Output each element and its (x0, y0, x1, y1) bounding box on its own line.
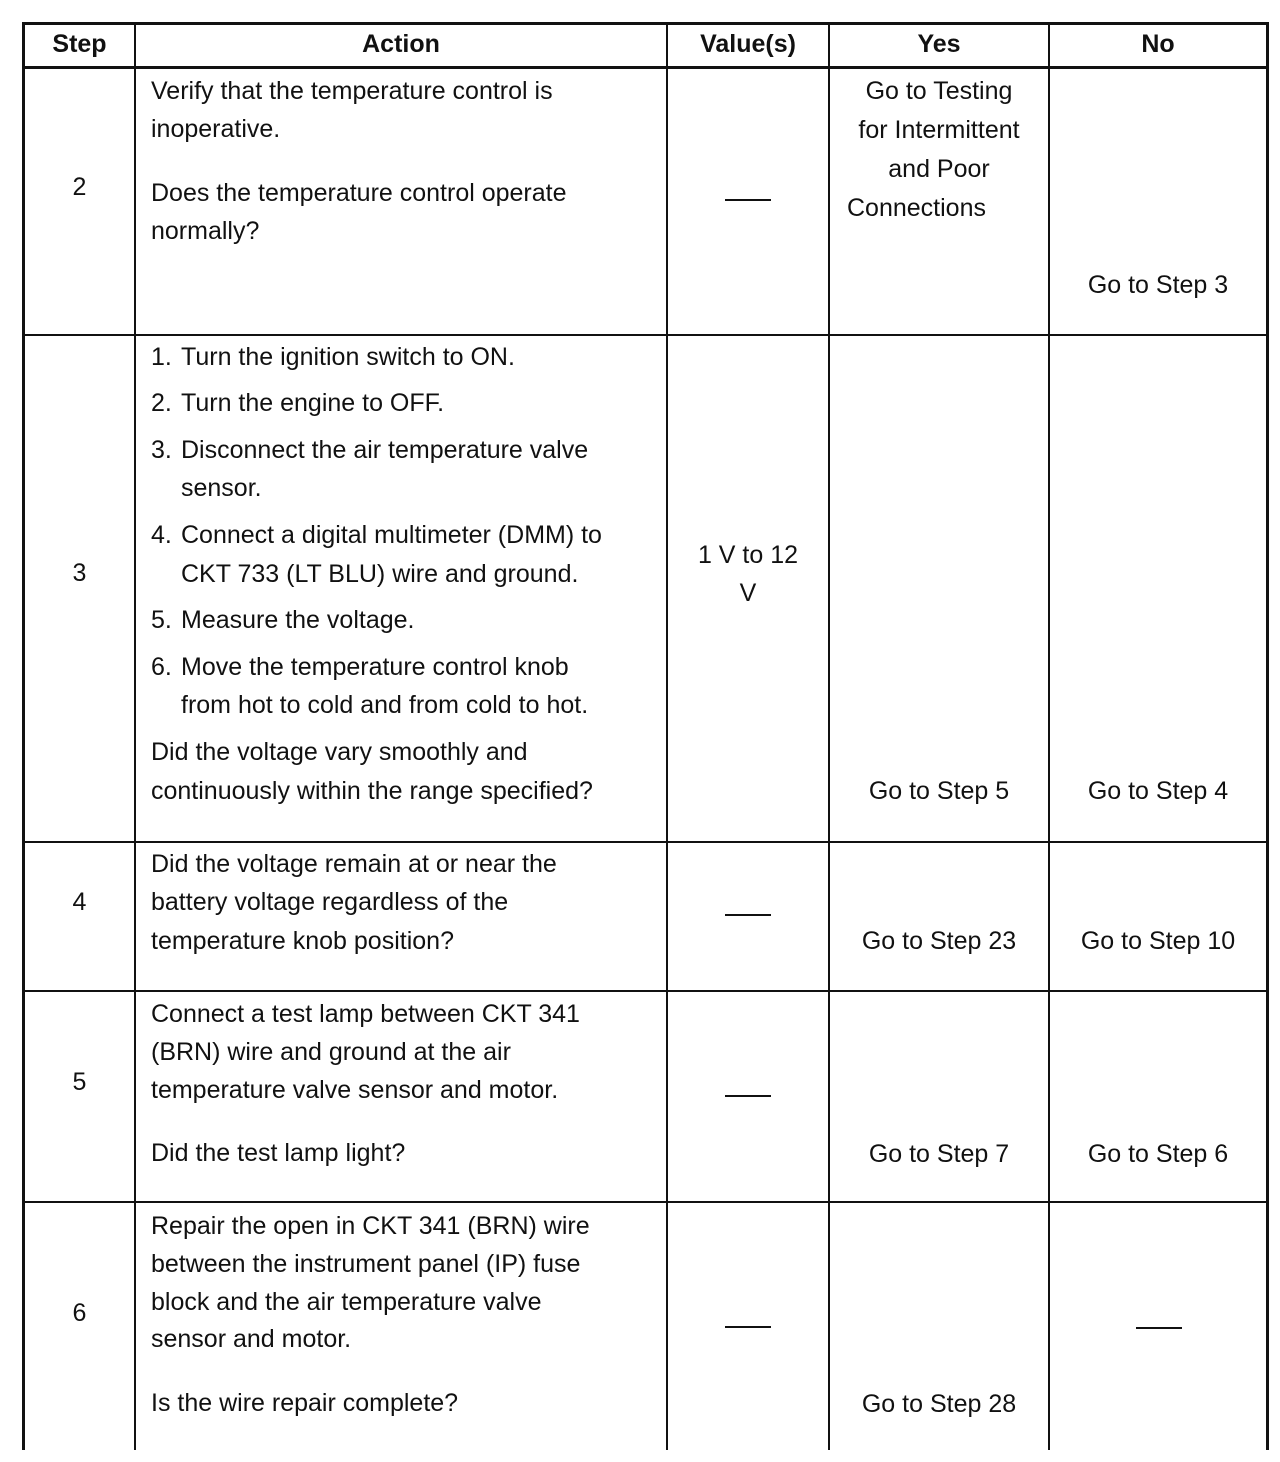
header-values: Value(s) (700, 30, 796, 58)
row-divider (22, 1201, 1268, 1203)
header-step: Step (52, 30, 107, 58)
list-item-text: from hot to cold and from cold to hot. (181, 691, 589, 719)
yes-result: Go to Testing (865, 77, 1013, 105)
list-item-text: Move the temperature control knob (181, 653, 569, 681)
action-text: battery voltage regardless of the (151, 888, 509, 916)
yes-result: and Poor (888, 155, 990, 183)
action-text: temperature valve sensor and motor. (151, 1076, 559, 1104)
header-action: Action (362, 30, 440, 58)
value-range: V (739, 579, 757, 607)
yes-result: for Intermittent (858, 116, 1020, 144)
yes-result: Go to Step 7 (868, 1140, 1010, 1168)
empty-no-dash (1136, 1327, 1182, 1329)
row-divider (22, 334, 1268, 336)
action-text: sensor and motor. (151, 1325, 352, 1353)
header-no: No (1141, 30, 1175, 58)
list-number: 3. (151, 436, 172, 464)
list-item-text: Connect a digital multimeter (DMM) to (181, 521, 602, 549)
yes-result: Connections (847, 194, 986, 222)
column-border-left (22, 22, 25, 1450)
value-range: 1 V to 12 (697, 541, 799, 569)
list-item-text: CKT 733 (LT BLU) wire and ground. (181, 560, 579, 588)
list-item-text: Turn the ignition switch to ON. (181, 343, 515, 371)
step-number: 3 (72, 559, 87, 587)
action-text: Repair the open in CKT 341 (BRN) wire (151, 1212, 590, 1240)
row-divider (22, 841, 1268, 843)
action-question: Did the voltage vary smoothly and (151, 738, 528, 766)
action-question: Does the temperature control operate (151, 179, 567, 207)
header-yes: Yes (917, 30, 961, 58)
column-divider (828, 22, 830, 1450)
action-question: continuously within the range specified? (151, 777, 593, 805)
step-number: 4 (72, 888, 87, 916)
empty-value-dash (725, 199, 771, 201)
empty-value-dash (725, 914, 771, 916)
yes-result: Go to Step 28 (861, 1390, 1017, 1418)
action-question: normally? (151, 217, 260, 245)
column-divider (666, 22, 668, 1450)
list-number: 4. (151, 521, 172, 549)
column-border-right (1266, 22, 1269, 1450)
action-text: Did the voltage remain at or near the (151, 850, 557, 878)
header-divider (22, 66, 1268, 69)
list-item-text: Measure the voltage. (181, 606, 415, 634)
step-number: 5 (72, 1068, 87, 1096)
empty-value-dash (725, 1326, 771, 1328)
action-text: block and the air temperature valve (151, 1288, 542, 1316)
row-divider (22, 990, 1268, 992)
yes-result: Go to Step 5 (868, 777, 1010, 805)
list-item-text: Disconnect the air temperature valve (181, 436, 589, 464)
action-question: Is the wire repair complete? (151, 1389, 459, 1417)
no-result: Go to Step 3 (1087, 271, 1229, 299)
empty-value-dash (725, 1095, 771, 1097)
yes-result: Go to Step 23 (861, 927, 1017, 955)
list-number: 2. (151, 389, 172, 417)
action-text: between the instrument panel (IP) fuse (151, 1250, 581, 1278)
column-divider (1048, 22, 1050, 1450)
list-number: 6. (151, 653, 172, 681)
list-item-text: sensor. (181, 474, 262, 502)
action-question: Did the test lamp light? (151, 1139, 406, 1167)
step-number: 2 (72, 173, 87, 201)
action-text: Verify that the temperature control is (151, 77, 553, 105)
no-result: Go to Step 10 (1080, 927, 1236, 955)
list-item-text: Turn the engine to OFF. (181, 389, 445, 417)
list-number: 1. (151, 343, 172, 371)
step-number: 6 (72, 1299, 87, 1327)
action-text: temperature knob position? (151, 927, 454, 955)
list-number: 5. (151, 606, 172, 634)
action-text: Connect a test lamp between CKT 341 (151, 1000, 580, 1028)
column-divider (134, 22, 136, 1450)
action-text: inoperative. (151, 115, 281, 143)
no-result: Go to Step 6 (1087, 1140, 1229, 1168)
action-text: (BRN) wire and ground at the air (151, 1038, 511, 1066)
no-result: Go to Step 4 (1087, 777, 1229, 805)
